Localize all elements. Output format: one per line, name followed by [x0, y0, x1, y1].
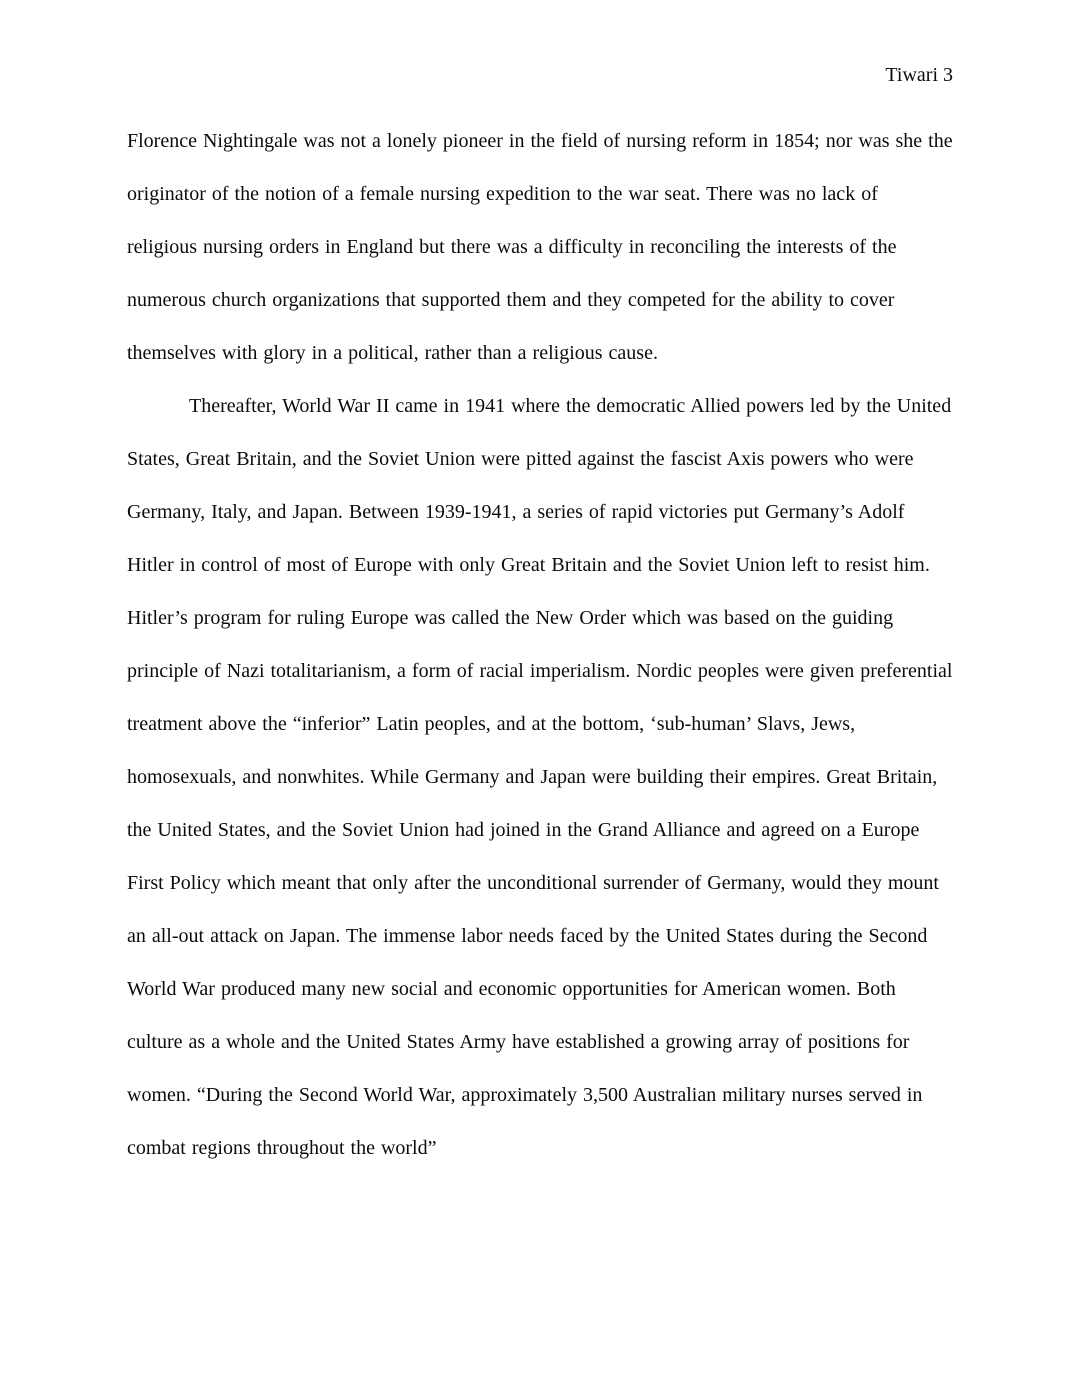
- paragraph: Florence Nightingale was not a lonely pioneer in the field of nursing reform in 1854; nor was she the originator of the notion of a female nursing expedition to the war seat. There was no lack of religious nursing orders in England but there was a difficulty in reconciling the interests of the numerous church organizations that supported them and they competed for the ability to cover themselves with glory in a political, rather than a religious cause.: [127, 130, 953, 364]
- essay-body: [127, 115, 953, 1175]
- page-header-running-head: Tiwari 3: [885, 64, 953, 86]
- paragraph: Thereafter, World War II came in 1941 where the democratic Allied powers led by the United States, Great Britain, and the Soviet Union were pitted against the fascist Axis powers who were Germany, Italy, and Japan. Between 1939-1941, a series of rapid victories put Germany’s Adolf Hitler in control of most of Europe with only Great Britain and the Soviet Union left to resist him. Hitler’s program for ruling Europe was called the New Order which was based on the guiding principle of Nazi totalitarianism, a form of racial imperialism. Nordic peoples were given preferential treatment above the “inferior” Latin peoples, and at the bottom, ‘sub-human’ Slavs, Jews, homosexuals, and nonwhites. While Germany and Japan were building their empires. Great Britain, the United States, and the Soviet Union had joined in the Grand Alliance and agreed on a Europe First Policy which meant that only after the unconditional surrender of Germany, would they mount an all-out attack on Japan. The immense labor needs faced by the United States during the Second World War produced many new social and economic opportunities for American women. Both culture as a whole and the United States Army have established a growing array of positions for women. “During the Second World War, approximately 3,500 Australian military nurses served in combat regions throughout the world”: [127, 395, 953, 1159]
